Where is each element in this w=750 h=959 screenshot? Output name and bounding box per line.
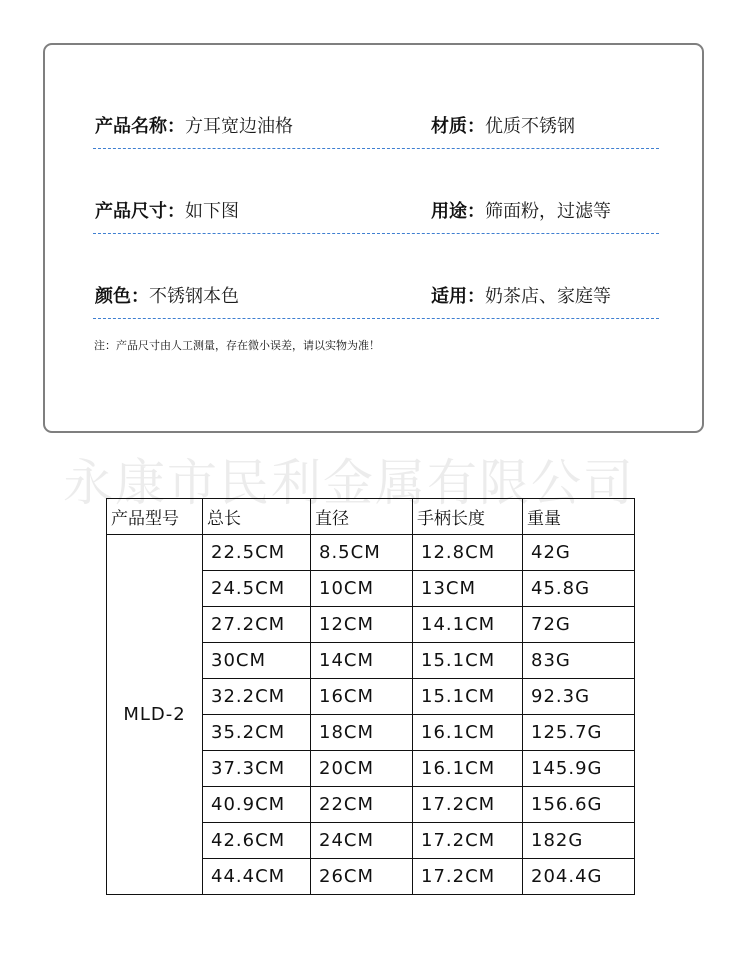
cell-total-length: 40.9CM <box>203 787 311 823</box>
product-size-value: 如下图 <box>185 201 239 222</box>
cell-diameter: 12CM <box>311 607 413 643</box>
applicable-value: 奶茶店、家庭等 <box>485 286 611 307</box>
cell-handle-length: 17.2CM <box>413 823 523 859</box>
cell-diameter: 24CM <box>311 823 413 859</box>
product-name-value: 方耳宽边油格 <box>185 116 293 137</box>
header-handle-length: 手柄长度 <box>413 499 523 535</box>
cell-weight: 182G <box>523 823 635 859</box>
cell-weight: 204.4G <box>523 859 635 895</box>
info-row-1 <box>93 108 659 149</box>
product-name-field <box>95 116 293 138</box>
cell-handle-length: 14.1CM <box>413 607 523 643</box>
color-field <box>95 286 239 308</box>
applicable-separator: ： <box>467 286 485 307</box>
color-value: 不锈钢本色 <box>149 286 239 307</box>
product-name-separator: ： <box>167 116 185 137</box>
cell-weight: 145.9G <box>523 751 635 787</box>
cell-total-length: 27.2CM <box>203 607 311 643</box>
cell-diameter: 16CM <box>311 679 413 715</box>
usage-label: 用途 <box>431 201 467 222</box>
cell-diameter: 20CM <box>311 751 413 787</box>
cell-handle-length: 17.2CM <box>413 859 523 895</box>
color-separator: ： <box>131 286 149 307</box>
product-size-separator: ： <box>167 201 185 222</box>
cell-weight: 92.3G <box>523 679 635 715</box>
cell-handle-length: 13CM <box>413 571 523 607</box>
product-size-field <box>95 201 239 223</box>
cell-handle-length: 15.1CM <box>413 679 523 715</box>
header-model: 产品型号 <box>107 499 203 535</box>
cell-diameter: 26CM <box>311 859 413 895</box>
measurement-note: 注：产品尺寸由人工测量，存在微小误差，请以实物为准！ <box>94 339 380 352</box>
cell-weight: 42G <box>523 535 635 571</box>
product-size-label: 产品尺寸 <box>95 201 167 222</box>
cell-handle-length: 17.2CM <box>413 787 523 823</box>
cell-total-length: 42.6CM <box>203 823 311 859</box>
cell-total-length: 32.2CM <box>203 679 311 715</box>
cell-diameter: 8.5CM <box>311 535 413 571</box>
table-header-row <box>107 499 635 535</box>
cell-weight: 72G <box>523 607 635 643</box>
cell-diameter: 18CM <box>311 715 413 751</box>
company-watermark: 永康市民利金属有限公司 <box>63 454 635 512</box>
header-diameter: 直径 <box>311 499 413 535</box>
spec-table <box>106 498 635 895</box>
cell-total-length: 44.4CM <box>203 859 311 895</box>
material-field <box>431 116 575 138</box>
applicable-label: 适用 <box>431 286 467 307</box>
material-value: 优质不锈钢 <box>485 116 575 137</box>
cell-total-length: 24.5CM <box>203 571 311 607</box>
color-label: 颜色 <box>95 286 131 307</box>
usage-separator: ： <box>467 201 485 222</box>
table-row <box>107 535 635 571</box>
material-label: 材质 <box>431 116 467 137</box>
cell-diameter: 10CM <box>311 571 413 607</box>
cell-handle-length: 16.1CM <box>413 751 523 787</box>
info-row-2 <box>93 193 659 234</box>
cell-handle-length: 12.8CM <box>413 535 523 571</box>
cell-handle-length: 15.1CM <box>413 643 523 679</box>
cell-diameter: 22CM <box>311 787 413 823</box>
cell-weight: 156.6G <box>523 787 635 823</box>
cell-weight: 125.7G <box>523 715 635 751</box>
model-cell: MLD-2 <box>107 535 203 895</box>
header-total-length: 总长 <box>203 499 311 535</box>
cell-total-length: 37.3CM <box>203 751 311 787</box>
cell-weight: 83G <box>523 643 635 679</box>
product-name-label: 产品名称 <box>95 116 167 137</box>
cell-total-length: 22.5CM <box>203 535 311 571</box>
usage-value: 筛面粉，过滤等 <box>485 201 611 222</box>
cell-total-length: 30CM <box>203 643 311 679</box>
material-separator: ： <box>467 116 485 137</box>
product-info-card <box>43 43 704 433</box>
cell-total-length: 35.2CM <box>203 715 311 751</box>
cell-diameter: 14CM <box>311 643 413 679</box>
applicable-field <box>431 286 611 308</box>
header-weight: 重量 <box>523 499 635 535</box>
cell-weight: 45.8G <box>523 571 635 607</box>
cell-handle-length: 16.1CM <box>413 715 523 751</box>
usage-field <box>431 201 611 223</box>
info-row-3 <box>93 278 659 319</box>
